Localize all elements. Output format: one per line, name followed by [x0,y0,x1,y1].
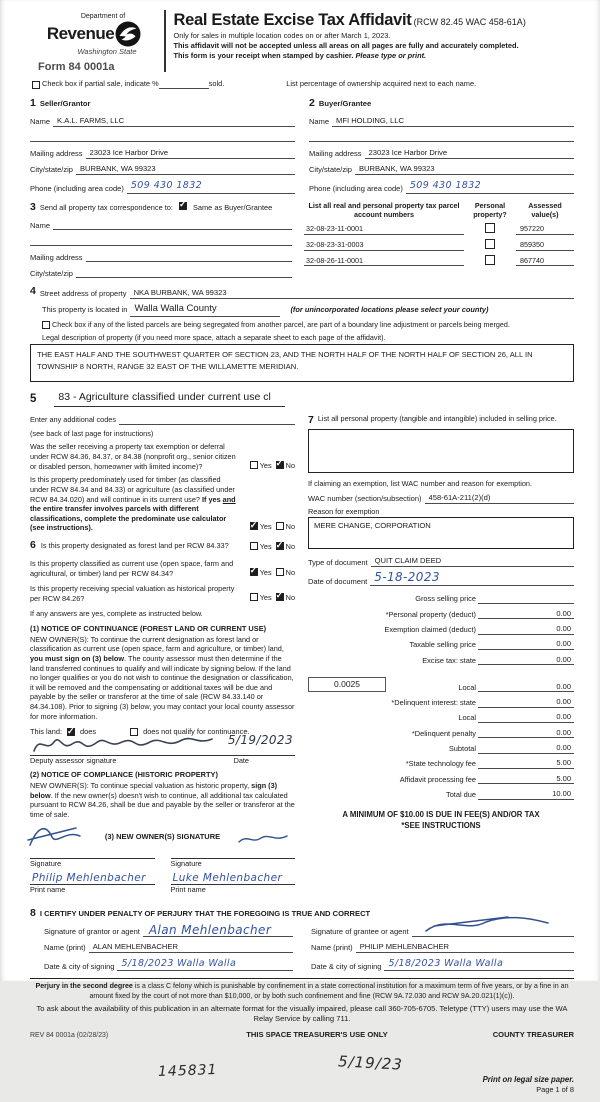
buyer-phone-label: Phone (including area code) [309,184,403,194]
certify-statement: I CERTIFY UNDER PENALTY OF PERJURY THAT THE FOREGOING IS TRUE AND CORRECT [39,908,371,918]
notice-compliance-title: (2) NOTICE OF COMPLIANCE (HISTORIC PROPERTY) [30,770,218,780]
rcw-code: (RCW 82.45 WAC 458-61A) [413,17,526,27]
corr-name-label: Name [30,220,51,230]
street-address-field[interactable]: NKA BURBANK, WA 99323 [130,288,574,299]
print-name-label: Print name [170,885,206,895]
grantee-print-label: Name (print) [311,943,353,953]
exemption-claimed-field[interactable]: 0.00 [478,624,574,635]
exemption-note: If claiming an exemption, list WAC number and reason for exemption. [308,479,533,489]
section-buyer [309,97,574,194]
grantee-print-field[interactable]: PHILIP MEHLENBACHER [356,942,574,953]
buyer-title: Buyer/Grantee [318,98,372,108]
dor-swoosh-logo-icon [115,21,141,47]
section-2-number: 2 [309,96,315,109]
section-seller [30,97,295,194]
question-historical: Is this property receiving special valuation as historical property per RCW 84.26? Yes ✓ No [30,584,295,603]
question-current-use: Is this property classified as current use (open space, farm and agricultural, or timber) land per RCW 84.34? ✓ Yes No [30,559,295,578]
form-header [30,8,574,74]
fee-row: Total due 10.00 [308,789,574,800]
if-yes-note: If any answers are yes, complete as instructed below. [30,609,203,619]
personal-property-list-label: List all personal property (tangible and intangible) included in selling price. [317,413,557,423]
personal-property-deduct-field[interactable]: 0.00 [478,609,574,620]
revenue-wordmark: Revenue [46,24,115,44]
new-owner-2 [171,846,296,899]
delinquent-interest-state-field[interactable]: 0.00 [478,697,574,708]
assessed-value-col-header: Assessed value(s) [528,200,562,219]
question-timber-agriculture: Is this property predominately used for timber (as classified under RCW 84.34 and 84.33) or agriculture (as classified under RCW 84.34.020) and will continue in its current use? If yes and the entire transfer involves parcels with different classifications, complete the predominate use calculator (see instructions). ✓ Yes No [30,475,295,533]
seller-title: Seller/Grantor [39,98,91,108]
parcel-number-field[interactable]: 32-08-23-11-0001 [304,224,464,234]
table-row [304,223,574,234]
owner1-signature-field[interactable] [30,846,155,859]
fee-row: *State technology fee 5.00 [308,758,574,769]
seller-name-field[interactable]: K.A.L. FARMS, LLC [53,116,295,127]
excise-tax-state-field[interactable]: 0.00 [478,655,574,666]
doc-date-label: Date of document [308,576,368,586]
signature-label: Signature [170,858,202,868]
signature-scribble [422,913,552,935]
same-as-buyer-label: Same as Buyer/Grantee [192,202,273,212]
fee-row: Exemption claimed (deduct) 0.00 [308,624,574,635]
does-not-label: does not qualify for continuance. [143,727,250,737]
section-3-number: 3 [30,200,36,213]
county-select[interactable]: Walla Walla County [130,303,280,317]
fee-row: Taxable selling price 0.00 [308,639,574,650]
section-6-number: 6 [30,539,36,552]
subtotal-field[interactable]: 0.00 [478,743,574,754]
buyer-mailing-label: Mailing address [309,148,362,158]
state-technology-fee-field[interactable]: 5.00 [478,758,574,769]
doc-type-field[interactable]: QUIT CLAIM DEED [371,556,574,567]
seller-mailing-label: Mailing address [30,148,83,158]
grantor-print-label: Name (print) [44,943,86,953]
owner2-signature-field[interactable] [171,846,296,859]
print-name-label: Print name [30,885,66,895]
header-note-1: Only for sales in multiple location codes on or after March 1, 2023. [173,31,391,41]
partial-sale-percent-field[interactable] [159,80,209,89]
seller-city-label: City/state/zip [30,165,73,175]
fee-row: Local 0.00 [308,712,574,723]
signature-scribble [237,832,289,846]
corr-name-field-2[interactable] [30,236,292,246]
partial-sale-label: Check box if partial sale, indicate % [42,79,159,89]
washington-state-label: Washington State [77,47,137,57]
buyer-name-field[interactable]: MFI HOLDING, LLC [332,116,574,127]
gross-selling-price-field[interactable] [478,603,574,604]
personal-property-checkbox[interactable] [485,255,495,265]
county-treasurer-label: COUNTY TREASURER [492,1029,574,1039]
sold-label: sold. [208,79,225,89]
personal-property-checkbox[interactable] [485,239,495,249]
delinquent-penalty-field[interactable]: 0.00 [478,728,574,739]
grantor-signing-block [30,920,293,971]
parcel-number-field[interactable]: 32-08-26-11-0001 [304,256,464,266]
minimum-fee-note: A MINIMUM OF $10.00 IS DUE IN FEE(S) AND/OR TAX *SEE INSTRUCTIONS [342,809,540,830]
segregated-label: Check box if any of the listed parcels are being segregated from another parcel, are part of a boundary line adjustment or parcels being merged. [52,320,510,330]
buyer-city-field[interactable]: BURBANK, WA 99323 [355,164,574,175]
use-code-field[interactable]: 83 - Agriculture classified under current use cl [54,391,284,407]
section-property-location [30,285,574,382]
treasurer-space-label: THIS SPACE TREASURER'S USE ONLY [246,1029,388,1039]
fee-row: *Delinquent penalty 0.00 [308,728,574,739]
wac-number-field[interactable]: 458-61A-211(2)(d) [425,493,574,504]
dor-logo-block [30,8,158,74]
seller-name-field-2[interactable] [30,132,295,142]
wac-number-label: WAC number (section/subsection) [308,494,422,504]
form-number: Form 84 0001a [38,60,115,73]
header-note-2: This affidavit will not be accepted unless all areas on all pages are fully and accurately completed. [173,41,519,51]
fee-row: Subtotal 0.00 [308,743,574,754]
grantor-date-city-field[interactable]: 5/18/2023 Walla Walla [121,958,237,969]
segregated-checkbox[interactable] [42,321,50,329]
deputy-assessor-label: Deputy assessor signature [30,755,117,765]
page-title: Real Estate Excise Tax Affidavit [173,11,412,29]
dept-of-label: Department of [80,13,126,20]
question-exemption-deferral: Was the seller receiving a property tax exemption or deferral under RCW 84.36, 84.37, or 84.38 (nonprofit org., senior citizen or disabled person, homeowner with limited income)? Yes ✓ No [30,442,295,471]
personal-property-col-header: Personal property? [473,200,507,219]
owner1-print-name-field[interactable]: Philip Mehlenbacher [30,872,155,885]
fee-row: *Delinquent interest: state 0.00 [308,697,574,708]
footer-row [30,1030,574,1041]
left-column [30,412,295,899]
grantee-date-city-label: Date & city of signing [311,961,382,971]
perjury-note: Perjury in the second degree is a class C felony which is punishable by confinement in a state correctional institution for a maximum term of five years, or by a fine in an amount fixed by the court of not more than $10,000, or by both such confinement and fine (RCW 9A.72.030 and RCW 9A.20.021(1)(c)). [30,978,574,1000]
section-use-code [30,391,574,407]
grantor-date-city-label: Date & city of signing [44,961,115,971]
assessed-value-field[interactable]: 957220 [516,224,574,234]
alt-format-note: To ask about the availability of this publication in an alternate format for the visually impaired, please call 360-705-6705. Teletype (TTY) users may use the WA Relay Service by calling 711. [36,1003,568,1023]
reason-exemption-label: Reason for exemption [308,506,380,516]
buyer-name-field-2[interactable] [309,132,574,142]
total-due-field[interactable]: 10.00 [478,789,574,800]
q1-no-checkbox[interactable] [276,461,284,469]
q1-yes-checkbox[interactable] [250,461,258,469]
grantor-print-field[interactable]: ALAN MEHLENBACHER [89,942,293,953]
signature-scribble [30,731,215,757]
correspondence-label: Send all property tax correspondence to: [39,202,173,212]
excise-tax-local-field[interactable]: 0.00 [478,682,574,693]
question-forest-land: 6 Is this property designated as forest land per RCW 84.33? Yes ✓ No [30,539,295,553]
grantor-signature-field[interactable]: Alan Mehlenbacher [143,923,293,937]
fee-row: 0.0025 Local 0.00 [308,677,574,692]
parcel-table [304,201,574,279]
date-label: Date [233,755,249,765]
additional-codes-label: Enter any additional codes [30,415,116,425]
delinquent-interest-local-field[interactable]: 0.00 [478,712,574,723]
notice-continuance-text: NEW OWNER(S): To continue the current designation as forest land or classification as current use (open space, farm and agriculture, or timber) land, you must sign on (3) below. The county assessor must then determine if the land transferred continues to qualify and will indicate by signing below. If the land no longer qualifies or you do not wish to continue the designation or classification, it will be removed and the compensating or additional taxes will be due and payable by the seller or transferor at the time of sale (RCW 84.33.140 or 84.34.108). Prior to signing (3) below, you may contact your local county assessor for more information. [30,634,295,721]
new-owner-1 [30,846,155,899]
fee-row: *Personal property (deduct) 0.00 [308,609,574,620]
local-rate-field[interactable]: 0.0025 [308,677,386,692]
see-back-note: (see back of last page for instructions) [30,428,154,438]
section-4-number: 4 [30,285,36,298]
grantee-signing-block [311,920,574,971]
buyer-mailing-field[interactable]: 23023 Ice Harbor Drive [365,148,574,159]
doc-date-field[interactable]: 5-18-2023 [374,569,440,584]
personal-property-checkbox[interactable] [485,223,495,233]
q2-yes-checkbox[interactable] [250,522,258,530]
table-row [304,255,574,266]
additional-codes-field[interactable] [119,415,295,425]
q6a-no-checkbox[interactable] [276,542,284,550]
treasurer-stamp-zone [30,1040,574,1102]
taxable-selling-price-field[interactable]: 0.00 [478,639,574,650]
partial-sale-row [30,79,574,89]
q6c-no-checkbox[interactable] [276,593,284,601]
seller-name-label: Name [30,117,51,127]
grantee-sig-label: Signature of grantee or agent [311,927,409,937]
grantee-date-city-field[interactable]: 5/18/2023 Walla Walla [388,958,504,969]
section-8-number: 8 [30,906,36,919]
treasurer-stamp-number: 145831 [157,1062,218,1081]
q2-no-checkbox[interactable] [276,522,284,530]
personal-property-list-field[interactable] [308,429,574,473]
legal-description-field[interactable]: THE EAST HALF AND THE SOUTHWEST QUARTER OF SECTION 23, AND THE NORTH HALF OF THE NORTH HALF OF SECTION 26, ALL IN TOWNSHIP 8 NORTH, RANGE 32 EAST OF THE WILLAMETTE MERIDIAN. [30,344,574,382]
seller-city-field[interactable]: BURBANK, WA 99323 [76,164,295,175]
corr-mailing-label: Mailing address [30,252,83,262]
grantor-sig-label: Signature of grantor or agent [44,927,140,937]
q6b-no-checkbox[interactable] [276,568,284,576]
grantee-signature-field[interactable] [412,923,574,937]
parcel-col-header: List all real and personal property tax parcel account numbers [308,200,460,219]
legal-description-label: Legal description of property (if you need more space, attach a separate sheet to each page of the affidavit). [42,332,386,342]
print-legal-size-note: Print on legal size paper. [482,1074,574,1084]
street-address-label: Street address of property [39,289,127,299]
buyer-name-label: Name [309,117,330,127]
notice-compliance-text: NEW OWNER(S): To continue special valuation as historic property, sign (3) below. If the new owner(s) doesn't wish to continue, all additional tax calculated pursuant to RCW 84.26, shall be due and payable by the seller or transferor at the time of sale. [30,781,295,819]
fee-row: Excise tax: state 0.00 [308,655,574,666]
seller-phone-field[interactable]: 509 430 1832 [130,180,203,192]
does-label: does [80,727,97,737]
seller-mailing-field[interactable]: 23023 Ice Harbor Drive [86,148,295,159]
header-divider [164,10,166,72]
parcel-number-field[interactable]: 32-08-23-31-0003 [304,240,464,250]
corr-mailing-field[interactable] [86,252,292,262]
fee-row: Gross selling price [308,594,574,604]
buyer-city-label: City/state/zip [309,165,352,175]
section-5-number: 5 [30,392,37,405]
corr-city-label: City/state/zip [30,268,73,278]
treasurer-stamp-date: 5/19/23 [337,1052,404,1075]
reason-exemption-field[interactable]: MERE CHANGE, CORPORATION [308,517,574,549]
assessor-date-field[interactable]: 5/19/2023 [227,732,293,747]
same-as-buyer-checkbox[interactable] [179,202,187,210]
seller-phone-label: Phone (including area code) [30,184,124,194]
section-certify [30,907,574,972]
this-land-label: This land: [30,727,63,737]
buyer-phone-field[interactable]: 509 430 1832 [409,180,482,192]
affidavit-processing-fee-field[interactable]: 5.00 [478,774,574,785]
right-column [308,412,574,899]
rev-number: REV 84 0001a (02/28/23) [30,1031,109,1039]
assessed-value-field[interactable]: 867740 [516,256,574,266]
q6c-yes-checkbox[interactable] [250,593,258,601]
header-note-3: This form is your receipt when stamped by cashier. Please type or print. [173,51,427,61]
signature-scribble [26,822,84,848]
section-1-number: 1 [30,96,36,109]
corr-city-field[interactable] [76,268,292,278]
ownership-note: List percentage of ownership acquired next to each name. [286,79,477,89]
section-7-number: 7 [308,413,314,426]
section-correspondence [30,201,292,279]
corr-name-field[interactable] [53,220,292,230]
new-owners-signature-title: (3) NEW OWNER(S) SIGNATURE [30,832,295,846]
located-in-label: This property is located in [42,304,128,314]
q6b-yes-checkbox[interactable] [250,568,258,576]
doc-type-label: Type of document [308,557,368,567]
owner2-print-name-field[interactable]: Luke Mehlenbacher [171,872,296,885]
page-number: Page 1 of 8 [536,1084,574,1094]
partial-sale-checkbox[interactable] [32,81,40,89]
table-row [304,239,574,250]
q6a-yes-checkbox[interactable] [250,542,258,550]
fee-row: Affidavit processing fee 5.00 [308,774,574,785]
assessed-value-field[interactable]: 859350 [516,240,574,250]
notice-continuance-title: (1) NOTICE OF CONTINUANCE (FOREST LAND OR CURRENT USE) [30,624,267,634]
signature-label: Signature [30,858,62,868]
county-note: (for unincorporated locations please select your county) [290,304,489,314]
